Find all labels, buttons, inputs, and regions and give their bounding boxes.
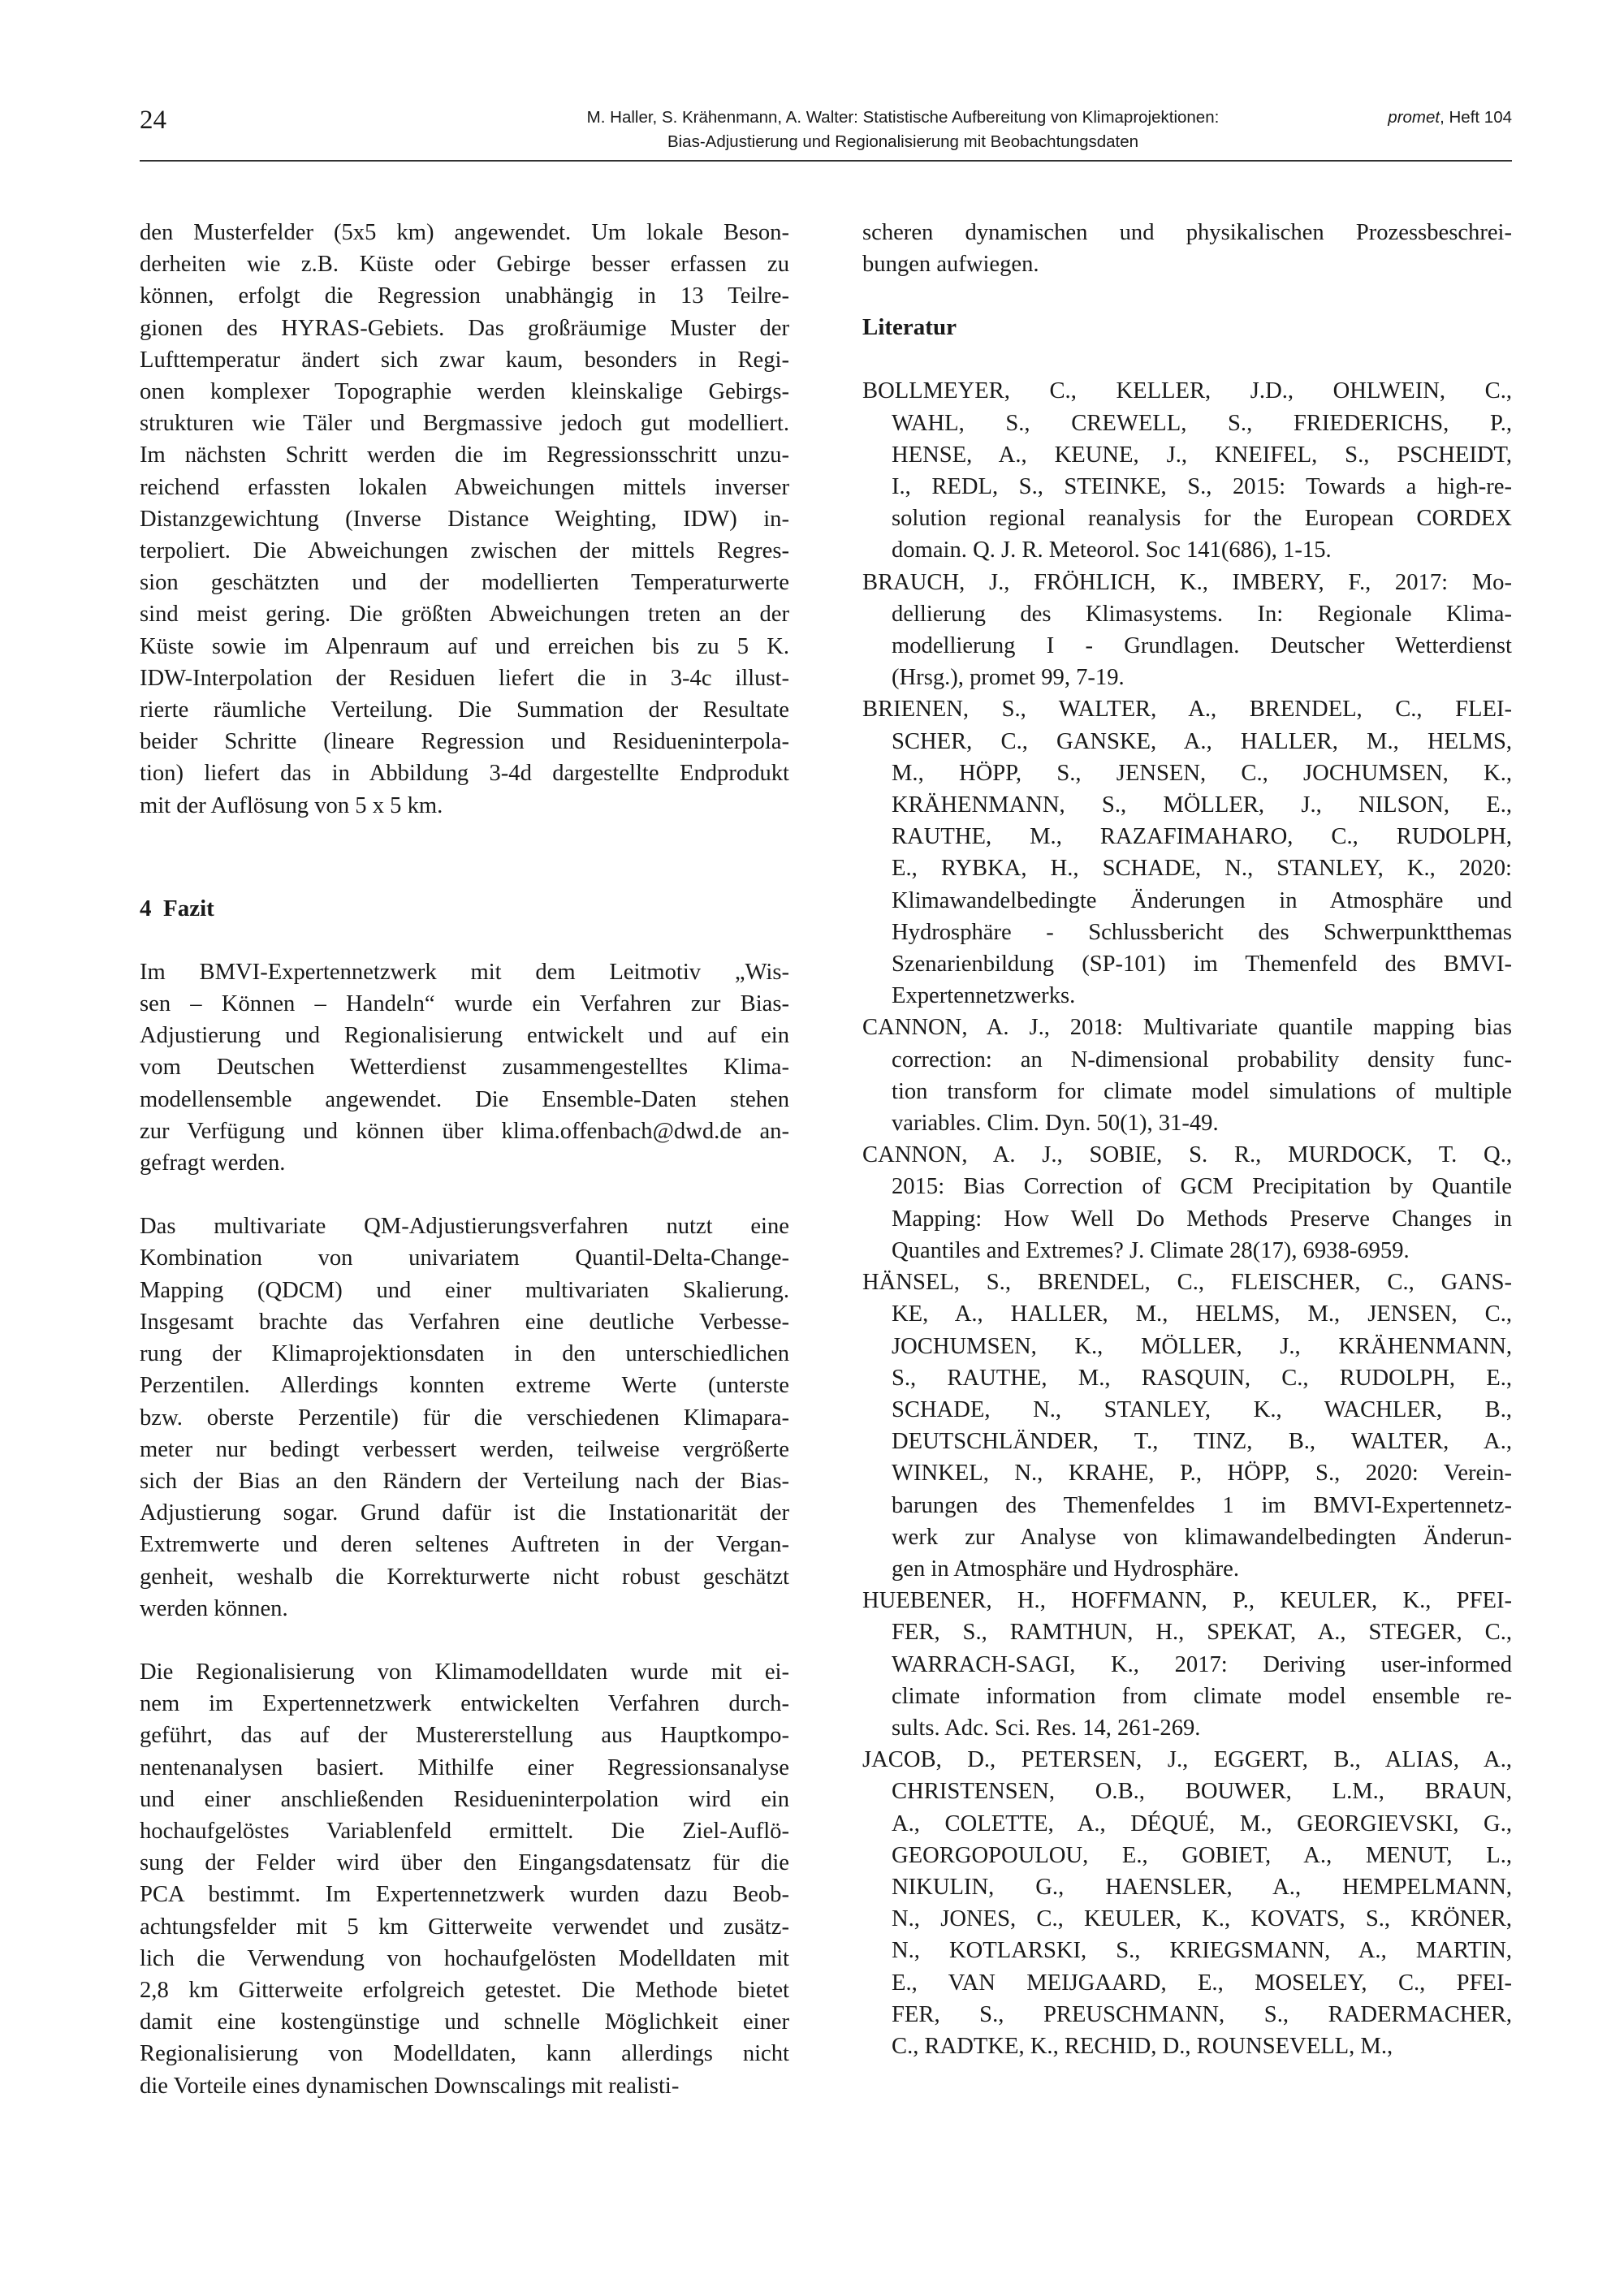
journal-issue — [1388, 106, 1512, 130]
text-line: gefragt werden. — [140, 1150, 286, 1176]
reference-line: solution regional reanalysis for the European CORDEX — [892, 506, 1512, 532]
reference-line: 2015: Bias Correction of GCM Precipitation by Quantile — [892, 1174, 1512, 1200]
page-header — [140, 104, 1512, 161]
reference-line: barungen des Themenfeldes 1 im BMVI-Expertennetz- — [892, 1492, 1512, 1518]
text-line: sen – Können – Handeln“ wurde ein Verfahren zur Bias- — [140, 991, 789, 1017]
text-line: Mapping (QDCM) und einer multivariaten Skalierung. — [140, 1277, 789, 1303]
text-line: werden können. — [140, 1595, 288, 1621]
reference-line: SCHER, C., GANSKE, A., HALLER, M., HELMS, — [892, 728, 1512, 754]
reference-entry — [862, 1139, 1512, 1267]
text-line: Adjustierung und Regionalisierung entwickelt und auf ein — [140, 1023, 789, 1049]
text-line: Adjustierung sogar. Grund dafür ist die Instationarität der — [140, 1500, 789, 1526]
reference-line: JACOB, D., PETERSEN, J., EGGERT, B., ALIAS, A., — [862, 1747, 1512, 1773]
reference-line: FER, S., PREUSCHMANN, S., RADERMACHER, — [892, 2001, 1512, 2027]
text-line: zur Verfügung und können über klima.offenbach@dwd.de an- — [140, 1118, 789, 1144]
reference-line: Hydrosphäre - Schlussbericht des Schwerpunktthemas — [892, 919, 1512, 945]
text-line: Extremwerte und deren seltenes Auftreten in der Vergan- — [140, 1532, 789, 1558]
page-number: 24 — [140, 106, 166, 135]
text-line: sind meist gering. Die größten Abweichungen treten an der — [140, 602, 789, 628]
reference-line: RAUTHE, M., RAZAFIMAHARO, C., RUDOLPH, — [892, 824, 1512, 850]
text-line: modellensemble angewendet. Die Ensemble-Daten stehen — [140, 1086, 789, 1112]
reference-line: BRIENEN, S., WALTER, A., BRENDEL, C., FLEI- — [862, 697, 1512, 723]
reference-line: WINKEL, N., KRAHE, P., HÖPP, S., 2020: Verein- — [892, 1461, 1512, 1487]
text-line: nem im Expertennetzwerk entwickelten Verfahren durch- — [140, 1691, 789, 1717]
text-line: derheiten wie z.B. Küste oder Gebirge besser erfassen zu — [140, 252, 789, 278]
text-line: Perzentilen. Allerdings konnten extreme Werte (unterste — [140, 1373, 789, 1399]
reference-line: (Hrsg.), promet 99, 7-19. — [892, 665, 1125, 691]
text-line: scheren dynamischen und physikalischen Prozessbeschrei- — [862, 220, 1512, 245]
reference-line: NIKULIN, G., HAENSLER, A., HEMPELMANN, — [892, 1874, 1512, 1900]
text-line: können, erfolgt die Regression unabhängig in 13 Teilre- — [140, 283, 789, 309]
text-line: tion) liefert das in Abbildung 3-4d dargestellte Endprodukt — [140, 761, 789, 787]
reference-line: correction: an N-dimensional probability density func- — [892, 1047, 1512, 1072]
reference-line: S., RAUTHE, M., RASQUIN, C., RUDOLPH, E., — [892, 1365, 1512, 1391]
reference-line: N., KOTLARSKI, S., KRIEGSMANN, A., MARTIN, — [892, 1938, 1512, 1964]
text-line: rierte räumliche Verteilung. Die Summation der Resultate — [140, 697, 789, 723]
text-line: geführt, das auf der Mustererstellung aus Hauptkompo- — [140, 1723, 789, 1749]
reference-line: KE, A., HALLER, M., HELMS, M., JENSEN, C., — [892, 1301, 1512, 1327]
text-line: Lufttemperatur ändert sich zwar kaum, besonders in Regi- — [140, 347, 789, 373]
text-line: 2,8 km Gitterweite erfolgreich getestet. Die Methode bietet — [140, 1977, 789, 2003]
text-line: onen komplexer Topographie werden kleinskalige Gebirgs- — [140, 379, 789, 405]
reference-line: E., VAN MEIJGAARD, E., MOSELEY, C., PFEI- — [892, 1970, 1512, 1996]
text-line: die Vorteile eines dynamischen Downscalings mit realisti- — [140, 2073, 680, 2099]
reference-line: tion transform for climate model simulations of multiple — [892, 1078, 1512, 1104]
text-line: Im nächsten Schritt werden die im Regressionsschritt unzu- — [140, 442, 789, 468]
journal-brand: promet — [1388, 108, 1440, 127]
section-title: Fazit — [163, 895, 214, 921]
reference-line: HUEBENER, H., HOFFMANN, P., KEULER, K., PFEI- — [862, 1588, 1512, 1614]
reference-entry — [862, 1744, 1512, 2062]
text-line: Insgesamt brachte das Verfahren eine deutliche Verbesse- — [140, 1309, 789, 1335]
reference-line: sults. Adc. Sci. Res. 14, 261-269. — [892, 1715, 1201, 1741]
reference-line: KRÄHENMANN, S., MÖLLER, J., NILSON, E., — [892, 792, 1512, 818]
reference-line: CHRISTENSEN, O.B., BOUWER, L.M., BRAUN, — [892, 1779, 1512, 1805]
text-line: PCA bestimmt. Im Expertennetzwerk wurden dazu Beob- — [140, 1882, 789, 1908]
reference-entry — [862, 1585, 1512, 1744]
paragraph-continuation — [862, 217, 1512, 280]
reference-line: I., REDL, S., STEINKE, S., 2015: Towards a high-re- — [892, 474, 1512, 500]
reference-line: JOCHUMSEN, K., MÖLLER, J., KRÄHENMANN, — [892, 1333, 1512, 1359]
running-title-line-1: M. Haller, S. Krähenmann, A. Walter: Statistische Aufbereitung von Klimaprojektionen: — [586, 108, 1220, 127]
reference-line: modellierung I - Grundlagen. Deutscher Wetterdienst — [892, 633, 1512, 659]
reference-line: werk zur Analyse von klimawandelbedingten Änderun- — [892, 1524, 1512, 1550]
reference-line: climate information from climate model ensemble re- — [892, 1683, 1512, 1709]
text-line: Distanzgewichtung (Inverse Distance Weighting, IDW) in- — [140, 506, 789, 532]
text-line: und einer anschließenden Residueninterpolation wird ein — [140, 1786, 789, 1812]
text-line: bzw. oberste Perzentile) für die verschiedenen Klimapara- — [140, 1405, 789, 1431]
reference-line: variables. Clim. Dyn. 50(1), 31-49. — [892, 1111, 1219, 1137]
text-line: mit der Auflösung von 5 x 5 km. — [140, 792, 443, 818]
reference-line: GEORGOPOULOU, E., GOBIET, A., MENUT, L., — [892, 1842, 1512, 1868]
reference-line: gen in Atmosphäre und Hydrosphäre. — [892, 1556, 1240, 1582]
text-line: reichend erfassten lokalen Abweichungen mittels inverser — [140, 474, 789, 500]
reference-line: SCHADE, N., STANLEY, K., WACHLER, B., — [892, 1396, 1512, 1422]
text-line: Das multivariate QM-Adjustierungsverfahren nutzt eine — [140, 1214, 789, 1240]
text-line: gionen des HYRAS-Gebiets. Das großräumige Muster der — [140, 315, 789, 341]
text-line: Kombination von univariatem Quantil-Delta-Change- — [140, 1245, 789, 1271]
reference-entry — [862, 567, 1512, 694]
reference-line: M., HÖPP, S., JENSEN, C., JOCHUMSEN, K., — [892, 760, 1512, 786]
text-line: vom Deutschen Wetterdienst zusammengestelltes Klima- — [140, 1055, 789, 1081]
running-title-line-2: Bias-Adjustierung und Regionalisierung mit Beobachtungsdaten — [667, 132, 1139, 151]
reference-line: Mapping: How Well Do Methods Preserve Changes in — [892, 1206, 1512, 1232]
text-line: genheit, weshalb die Korrekturwerte nicht robust geschätzt — [140, 1564, 789, 1590]
running-title — [456, 106, 1350, 154]
reference-entry — [862, 375, 1512, 566]
text-line: Küste sowie im Alpenraum auf und erreichen bis zu 5 K. — [140, 633, 789, 659]
reference-line: BRAUCH, J., FRÖHLICH, K., IMBERY, F., 2017: Mo- — [862, 569, 1512, 595]
text-line: strukturen wie Täler und Bergmassive jedoch gut modelliert. — [140, 411, 789, 437]
left-column — [140, 217, 789, 2102]
text-line: terpoliert. Die Abweichungen zwischen der mittels Regres- — [140, 538, 789, 564]
literature-heading: Literatur — [862, 314, 957, 341]
text-line: den Musterfelder (5x5 km) angewendet. Um lokale Beson- — [140, 220, 789, 245]
reference-line: DEUTSCHLÄNDER, T., TINZ, B., WALTER, A., — [892, 1429, 1512, 1455]
reference-line: WAHL, S., CREWELL, S., FRIEDERICHS, P., — [892, 410, 1512, 436]
text-line: sung der Felder wird über den Eingangsdatensatz für die — [140, 1850, 789, 1876]
reference-line: Klimawandelbedingte Änderungen in Atmosphäre und — [892, 887, 1512, 913]
reference-list — [862, 375, 1512, 2062]
paragraph-regression — [140, 217, 789, 822]
reference-line: FER, S., RAMTHUN, H., SPEKAT, A., STEGER, C., — [892, 1620, 1512, 1646]
reference-line: dellierung des Klimasystems. In: Regionale Klima- — [892, 601, 1512, 627]
reference-line: Szenarienbildung (SP-101) im Themenfeld des BMVI- — [892, 952, 1512, 978]
paragraph-regionalization — [140, 1656, 789, 2102]
text-line: Im BMVI-Expertennetzwerk mit dem Leitmotiv „Wis- — [140, 959, 789, 985]
right-column — [862, 217, 1512, 2062]
text-line: IDW-Interpolation der Residuen liefert die in 3-4c illust- — [140, 665, 789, 691]
reference-line: Expertennetzwerks. — [892, 983, 1076, 1009]
reference-line: BOLLMEYER, C., KELLER, J.D., OHLWEIN, C., — [862, 378, 1512, 404]
reference-line: CANNON, A. J., 2018: Multivariate quantile mapping bias — [862, 1015, 1512, 1041]
reference-line: E., RYBKA, H., SCHADE, N., STANLEY, K., 2020: — [892, 856, 1512, 882]
text-line: sich der Bias an den Rändern der Verteilung nach der Bias- — [140, 1468, 789, 1494]
reference-entry — [862, 1012, 1512, 1139]
text-line: Regionalisierung von Modelldaten, kann allerdings nicht — [140, 2041, 789, 2067]
journal-issue-number: , Heft 104 — [1440, 108, 1512, 127]
text-line: beider Schritte (lineare Regression und Residueninterpola- — [140, 729, 789, 755]
section-number: 4 — [140, 895, 152, 921]
text-line: rung der Klimaprojektionsdaten in den unterschiedlichen — [140, 1341, 789, 1367]
reference-line: Quantiles and Extremes? J. Climate 28(17), 6938-6959. — [892, 1237, 1410, 1263]
paragraph-qm-adjustment — [140, 1211, 789, 1625]
text-line: damit eine kostengünstige und schnelle Möglichkeit einer — [140, 2009, 789, 2035]
reference-line: CANNON, A. J., SOBIE, S. R., MURDOCK, T. Q., — [862, 1142, 1512, 1168]
reference-line: A., COLETTE, A., DÉQUÉ, M., GEORGIEVSKI, G., — [892, 1810, 1512, 1836]
reference-line: domain. Q. J. R. Meteorol. Soc 141(686), 1-15. — [892, 537, 1332, 563]
text-line: nentenanalysen basiert. Mithilfe einer Regressionsanalyse — [140, 1754, 789, 1780]
text-line: bungen aufwiegen. — [862, 252, 1039, 278]
paragraph-fazit-intro — [140, 956, 789, 1179]
reference-entry — [862, 1267, 1512, 1585]
reference-line: C., RADTKE, K., RECHID, D., ROUNSEVELL, M., — [892, 2033, 1393, 2059]
reference-line: HENSE, A., KEUNE, J., KNEIFEL, S., PSCHEIDT, — [892, 442, 1512, 468]
header-rule — [140, 160, 1512, 162]
text-line: Die Regionalisierung von Klimamodelldaten wurde mit ei- — [140, 1659, 789, 1685]
reference-line: HÄNSEL, S., BRENDEL, C., FLEISCHER, C., GANS- — [862, 1270, 1512, 1296]
reference-line: WARRACH-SAGI, K., 2017: Deriving user-informed — [892, 1651, 1512, 1677]
text-line: hochaufgelöstes Variablenfeld ermittelt. Die Ziel-Auflö- — [140, 1818, 789, 1844]
section-heading-fazit — [140, 893, 789, 925]
text-line: achtungsfelder mit 5 km Gitterweite verwendet und zusätz- — [140, 1914, 789, 1940]
text-line: sion geschätzten und der modellierten Temperaturwerte — [140, 570, 789, 596]
reference-entry — [862, 693, 1512, 1012]
reference-line: N., JONES, C., KEULER, K., KOVATS, S., KRÖNER, — [892, 1906, 1512, 1932]
text-line: lich die Verwendung von hochaufgelösten Modelldaten mit — [140, 1945, 789, 1971]
text-line: meter nur bedingt verbessert werden, teilweise vergrößerte — [140, 1436, 789, 1462]
